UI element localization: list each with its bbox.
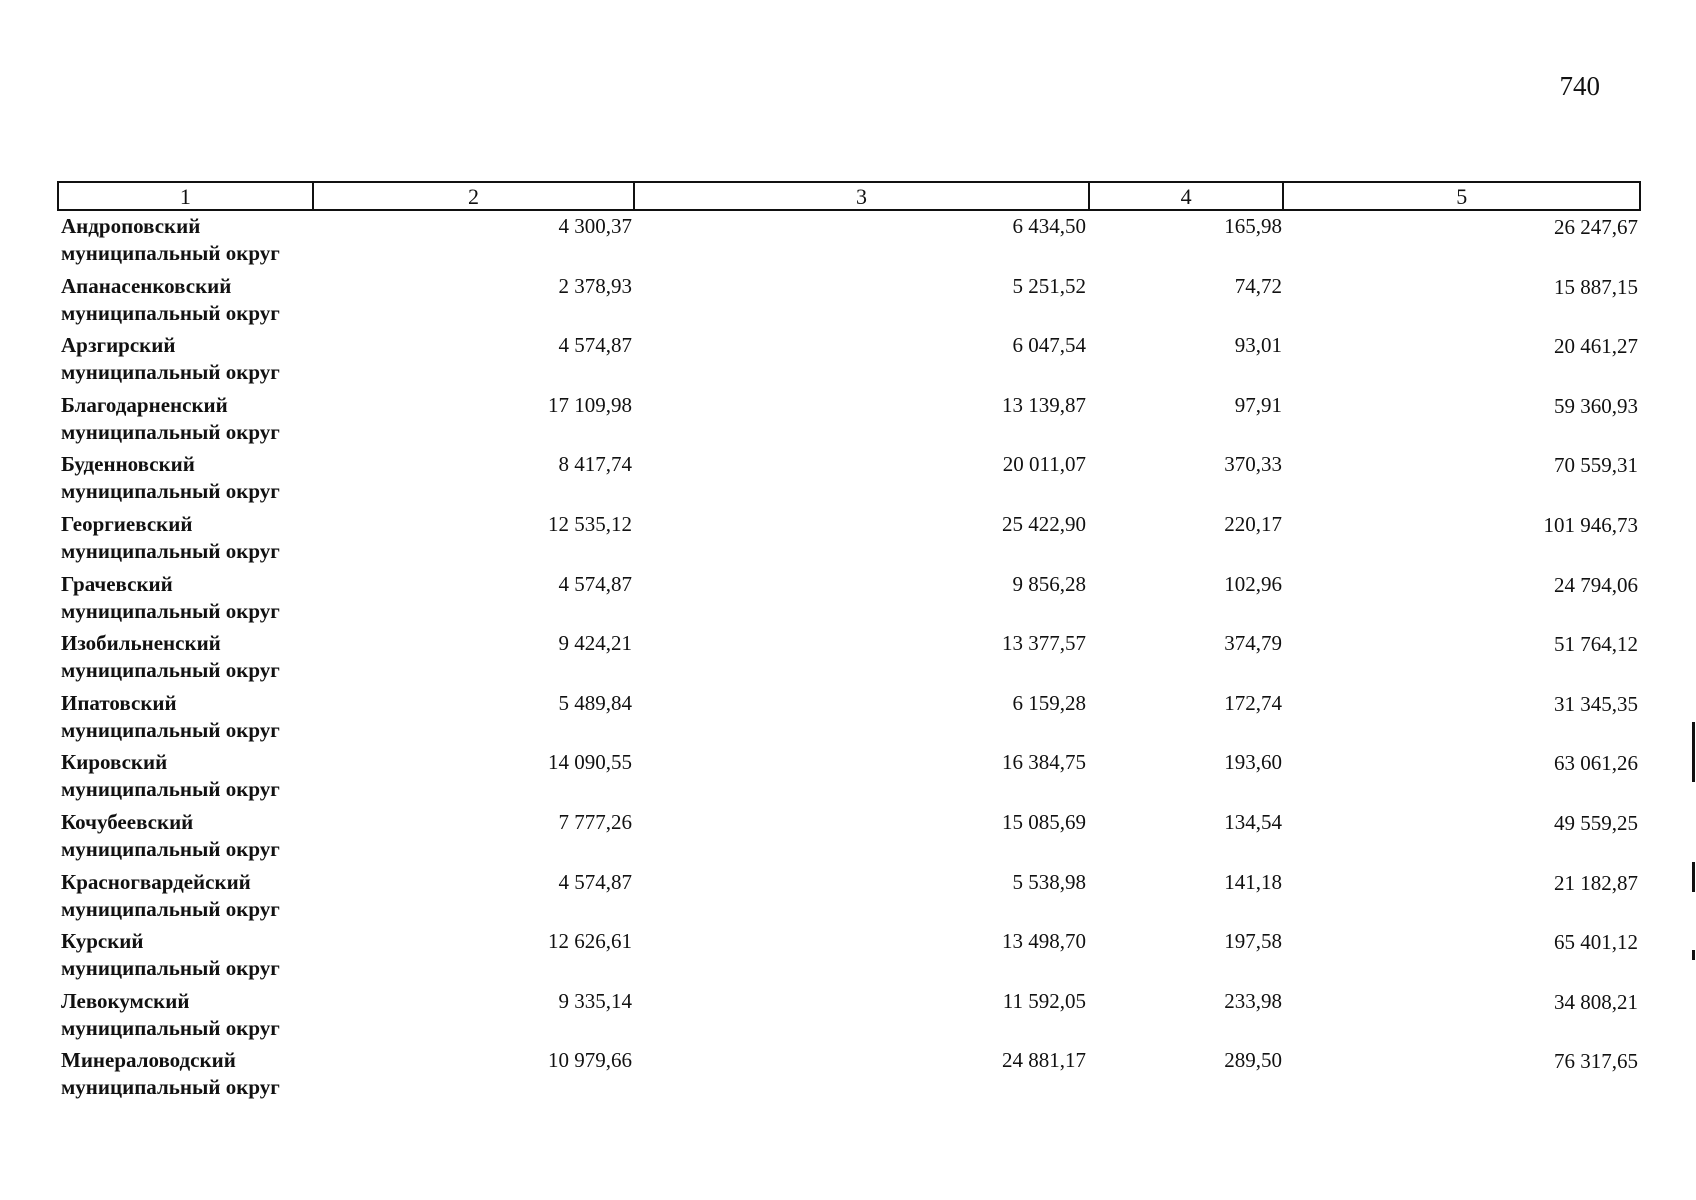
value-col3: 24 881,17: [1002, 1048, 1086, 1073]
header-col-5: 5: [1284, 183, 1641, 209]
district-name-line1: Буденновский: [61, 452, 195, 477]
district-name: [57, 509, 312, 569]
table-row: [57, 569, 1641, 629]
table-row: [57, 867, 1641, 927]
scan-edge-mark: [1692, 862, 1695, 892]
district-name-line2: муниципальный округ: [61, 1075, 280, 1100]
value-col2: 9 335,14: [558, 988, 632, 1013]
value-col3: 9 856,28: [1012, 571, 1086, 596]
value-col3: 6 047,54: [1012, 333, 1086, 358]
table-row: [57, 986, 1641, 1046]
scan-edge-mark: [1692, 722, 1695, 782]
value-col3: 13 139,87: [1002, 392, 1086, 417]
value-col2: 12 626,61: [548, 929, 632, 954]
value-col3: 13 377,57: [1002, 631, 1086, 656]
value-col4: 97,91: [1234, 392, 1282, 417]
district-name: [57, 747, 312, 807]
district-name-line2: муниципальный округ: [61, 1015, 280, 1040]
value-col2: 12 535,12: [548, 511, 632, 536]
value-col4: 102,96: [1224, 571, 1282, 596]
district-name-line1: Георгиевский: [61, 511, 193, 536]
district-name-line1: Андроповский: [61, 214, 201, 238]
table-row: [57, 211, 1641, 271]
value-col4: 233,98: [1224, 988, 1282, 1013]
district-name: [57, 390, 312, 450]
table-row: [57, 509, 1641, 569]
district-name-line1: Грачевский: [61, 571, 173, 596]
district-name: [57, 211, 312, 271]
district-name-line1: Апанасенковский: [61, 273, 232, 298]
header-col-1: 1: [59, 183, 314, 209]
value-col5: 101 946,73: [1543, 512, 1638, 537]
district-name-line1: Арзгирский: [61, 333, 176, 358]
district-name: [57, 1045, 312, 1105]
value-col3: 6 159,28: [1012, 690, 1086, 715]
value-col5: 65 401,12: [1554, 930, 1638, 955]
value-col2: 2 378,93: [558, 273, 632, 298]
district-name-line1: Изобильненский: [61, 631, 221, 656]
district-name: [57, 867, 312, 927]
district-name-line2: муниципальный округ: [61, 538, 280, 563]
district-name-line2: муниципальный округ: [61, 717, 280, 742]
value-col5: 34 808,21: [1554, 989, 1638, 1014]
district-name: [57, 569, 312, 629]
value-col5: 76 317,65: [1554, 1049, 1638, 1074]
value-col2: 14 090,55: [548, 750, 632, 775]
table-row: [57, 926, 1641, 986]
district-name-line1: Кировский: [61, 750, 168, 775]
table-row: [57, 807, 1641, 867]
table-row: [57, 390, 1641, 450]
value-col2: 8 417,74: [558, 452, 632, 477]
table-row: [57, 271, 1641, 331]
value-col3: 6 434,50: [1012, 214, 1086, 238]
district-name-line2: муниципальный округ: [61, 360, 280, 385]
value-col3: 5 251,52: [1012, 273, 1086, 298]
value-col3: 13 498,70: [1002, 929, 1086, 954]
value-col3: 16 384,75: [1002, 750, 1086, 775]
district-name: [57, 807, 312, 867]
district-name: [57, 986, 312, 1046]
value-col2: 5 489,84: [558, 690, 632, 715]
value-col4: 172,74: [1224, 690, 1282, 715]
value-col5: 70 559,31: [1554, 453, 1638, 478]
district-name: [57, 926, 312, 986]
district-name: [57, 330, 312, 390]
value-col4: 289,50: [1224, 1048, 1282, 1073]
district-name-line2: муниципальный округ: [61, 479, 280, 504]
value-col5: 63 061,26: [1554, 751, 1638, 776]
value-col5: 20 461,27: [1554, 334, 1638, 359]
district-name-line2: муниципальный округ: [61, 300, 280, 325]
value-col5: 51 764,12: [1554, 632, 1638, 657]
value-col2: 4 300,37: [558, 214, 632, 238]
value-col4: 197,58: [1224, 929, 1282, 954]
district-name-line1: Благодарненский: [61, 392, 228, 417]
value-col3: 20 011,07: [1002, 452, 1086, 477]
table-row: [57, 688, 1641, 748]
value-col4: 193,60: [1224, 750, 1282, 775]
value-col4: 370,33: [1224, 452, 1282, 477]
header-col-4: 4: [1090, 183, 1285, 209]
table-row: [57, 330, 1641, 390]
value-col4: 141,18: [1224, 869, 1282, 894]
value-col4: 93,01: [1234, 333, 1282, 358]
data-table: [57, 181, 1641, 1105]
district-name-line1: Курский: [61, 929, 144, 954]
table-row: [57, 1045, 1641, 1105]
value-col5: 49 559,25: [1554, 810, 1638, 835]
header-col-2: 2: [314, 183, 636, 209]
table-body: [57, 211, 1641, 1105]
scan-edge-mark: [1692, 950, 1695, 960]
district-name: [57, 688, 312, 748]
value-col5: 21 182,87: [1554, 870, 1638, 895]
value-col4: 74,72: [1234, 273, 1282, 298]
district-name-line1: Левокумский: [61, 988, 190, 1013]
table-row: [57, 747, 1641, 807]
value-col2: 4 574,87: [558, 333, 632, 358]
district-name-line2: муниципальный округ: [61, 836, 280, 861]
table-header-row: [57, 181, 1641, 211]
district-name-line2: муниципальный округ: [61, 956, 280, 981]
district-name-line2: муниципальный округ: [61, 598, 280, 623]
value-col3: 25 422,90: [1002, 511, 1086, 536]
page-number: 740: [1559, 71, 1600, 101]
value-col5: 15 887,15: [1554, 274, 1638, 299]
value-col4: 220,17: [1224, 511, 1282, 536]
table-row: [57, 628, 1641, 688]
district-name-line1: Красногвардейский: [61, 869, 251, 894]
value-col2: 4 574,87: [558, 869, 632, 894]
district-name-line2: муниципальный округ: [61, 777, 280, 802]
value-col3: 5 538,98: [1012, 869, 1086, 894]
district-name: [57, 628, 312, 688]
value-col5: 31 345,35: [1554, 691, 1638, 716]
value-col4: 165,98: [1224, 214, 1282, 238]
district-name-line2: муниципальный округ: [61, 419, 280, 444]
district-name: [57, 449, 312, 509]
value-col4: 134,54: [1224, 809, 1282, 834]
value-col4: 374,79: [1224, 631, 1282, 656]
district-name-line2: муниципальный округ: [61, 241, 280, 265]
value-col2: 9 424,21: [558, 631, 632, 656]
value-col5: 59 360,93: [1554, 393, 1638, 418]
district-name-line1: Кочубеевский: [61, 809, 194, 834]
value-col2: 4 574,87: [558, 571, 632, 596]
district-name-line1: Минераловодский: [61, 1048, 236, 1073]
table-row: [57, 449, 1641, 509]
value-col2: 10 979,66: [548, 1048, 632, 1073]
value-col2: 17 109,98: [548, 392, 632, 417]
value-col5: 26 247,67: [1554, 215, 1638, 239]
district-name: [57, 271, 312, 331]
value-col3: 11 592,05: [1002, 988, 1086, 1013]
value-col2: 7 777,26: [558, 809, 632, 834]
district-name-line2: муниципальный округ: [61, 896, 280, 921]
value-col5: 24 794,06: [1554, 572, 1638, 597]
district-name-line1: Ипатовский: [61, 690, 177, 715]
value-col3: 15 085,69: [1002, 809, 1086, 834]
header-col-3: 3: [635, 183, 1089, 209]
district-name-line2: муниципальный округ: [61, 658, 280, 683]
